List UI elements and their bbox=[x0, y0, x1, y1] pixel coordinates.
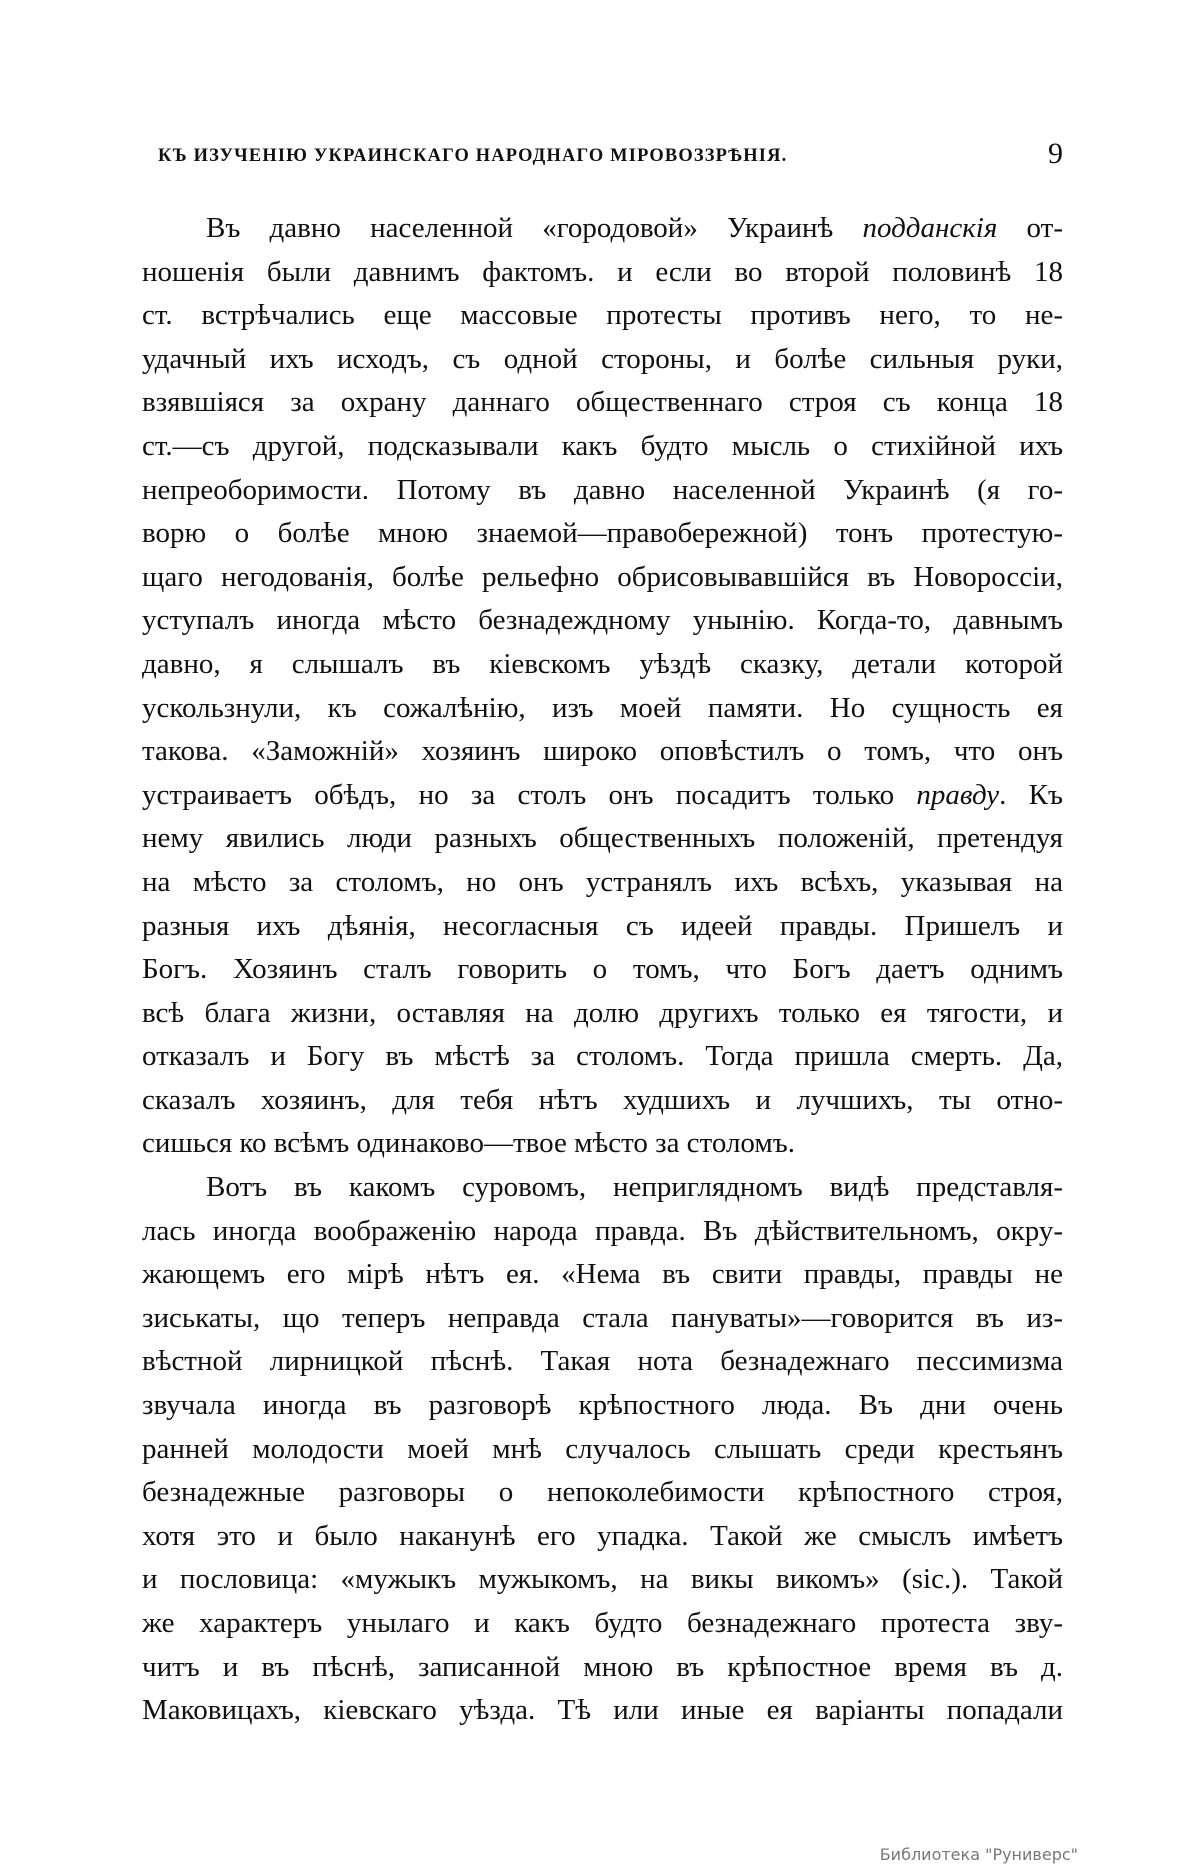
text-segment: читъ и въ пѣснѣ, записанной мною въ крѣпостное время въ д. bbox=[142, 1650, 1063, 1683]
text-line bbox=[142, 1253, 1063, 1297]
text-segment: от- bbox=[997, 212, 1063, 244]
text-segment: же характеръ унылаго и какъ будто безнадежнаго протеста зву- bbox=[142, 1607, 1063, 1639]
running-title: КЪ ИЗУЧЕНІЮ УКРАИНСКАГО НАРОДНАГО МІРОВОЗЗРѢНІЯ. bbox=[158, 145, 788, 166]
text-segment: зиськаты, що теперъ неправда стала пануваты»—говорится въ из- bbox=[142, 1301, 1063, 1334]
text-segment: Въ давно населенной «городовой» Украинѣ bbox=[206, 212, 863, 244]
text-segment: звучала иногда въ разговорѣ крѣпостного люда. Въ дни очень bbox=[142, 1389, 1063, 1422]
text-segment: сишься ко всѣмъ одинаково—твое мѣсто за столомъ. bbox=[142, 1127, 795, 1160]
library-watermark: Библиотека "Руниверс" bbox=[879, 1845, 1078, 1864]
text-line bbox=[142, 1558, 1063, 1602]
text-line bbox=[142, 905, 1063, 949]
paragraph bbox=[142, 207, 1063, 1166]
paragraph bbox=[142, 1166, 1063, 1733]
text-segment: ношенія были давнимъ фактомъ. и если во второй половинѣ 18 bbox=[142, 255, 1063, 288]
text-line bbox=[142, 207, 1063, 251]
text-segment: сказалъ хозяинъ, для тебя нѣтъ худшихъ и лучшихъ, ты отно- bbox=[142, 1083, 1063, 1116]
text-segment: такова. «Заможній» хозяинъ широко оповѣстилъ о томъ, что онъ bbox=[142, 735, 1063, 768]
text-line bbox=[142, 1602, 1063, 1646]
text-line bbox=[142, 1471, 1063, 1515]
text-segment: устраиваетъ обѣдъ, но за столъ онъ посадитъ только bbox=[142, 778, 917, 811]
text-segment: ворю о болѣе мною знаемой—правобережной) тонъ протестую- bbox=[142, 517, 1063, 550]
text-segment: ст.—съ другой, подсказывали какъ будто мысль о стихійной ихъ bbox=[142, 429, 1063, 462]
text-segment: хотя это и было наканунѣ его упадка. Такой же смыслъ имѣетъ bbox=[142, 1519, 1063, 1552]
text-segment: непреоборимости. Потому въ давно населенной Украинѣ (я го- bbox=[142, 473, 1063, 506]
text-line bbox=[142, 861, 1063, 905]
text-line bbox=[142, 251, 1063, 295]
text-line bbox=[142, 381, 1063, 425]
text-segment: жающемъ его мірѣ нѣтъ ея. «Нема въ свити правды, правды не bbox=[142, 1258, 1063, 1291]
text-segment: нему явились люди разныхъ общественныхъ положеній, претендуя bbox=[142, 822, 1063, 855]
text-line bbox=[142, 643, 1063, 687]
text-line bbox=[142, 1297, 1063, 1341]
text-line bbox=[142, 294, 1063, 338]
text-line bbox=[142, 1035, 1063, 1079]
text-line bbox=[142, 1689, 1063, 1733]
text-segment: разныя ихъ дѣянія, несогласныя съ идеей правды. Пришелъ и bbox=[142, 909, 1063, 942]
text-line bbox=[142, 730, 1063, 774]
text-segment: отказалъ и Богу въ мѣстѣ за столомъ. Тогда пришла смерть. Да, bbox=[142, 1040, 1063, 1073]
text-segment: и пословица: «мужыкъ мужыкомъ, на викы викомъ» (sic.). Такой bbox=[142, 1563, 1063, 1596]
text-segment: уступалъ иногда мѣсто безнадеждному унынію. Когда-то, давнымъ bbox=[142, 604, 1063, 637]
text-line bbox=[142, 1384, 1063, 1428]
text-segment: удачный ихъ исходъ, съ одной стороны, и болѣе сильныя руки, bbox=[142, 342, 1063, 375]
text-line bbox=[142, 1515, 1063, 1559]
text-segment: безнадежные разговоры о непоколебимости крѣпостного строя, bbox=[142, 1476, 1063, 1509]
text-segment: Богъ. Хозяинъ сталъ говорить о томъ, что Богъ даетъ однимъ bbox=[142, 953, 1063, 986]
text-segment: на мѣсто за столомъ, но онъ устранялъ ихъ всѣхъ, указывая на bbox=[142, 865, 1063, 898]
text-segment: взявшіяся за охрану даннаго общественнаго строя съ конца 18 bbox=[142, 386, 1063, 419]
text-line bbox=[142, 599, 1063, 643]
text-segment: давно, я слышалъ въ кіевскомъ уѣздѣ сказку, детали которой bbox=[142, 647, 1063, 680]
text-segment: ст. встрѣчались еще массовые протесты противъ него, то не- bbox=[142, 299, 1063, 332]
page-number: 9 bbox=[1048, 137, 1063, 170]
body-text bbox=[142, 207, 1063, 1733]
text-line bbox=[142, 338, 1063, 382]
text-line bbox=[142, 1340, 1063, 1384]
text-segment: щаго негодованія, болѣе рельефно обрисовывавшійся въ Новороссіи, bbox=[142, 560, 1063, 593]
text-segment: Маковицахъ, кіевскаго уѣзда. Тѣ или иные ея варіанты попадали bbox=[142, 1694, 1063, 1727]
text-line bbox=[142, 774, 1063, 818]
text-line bbox=[142, 992, 1063, 1036]
text-line bbox=[142, 1079, 1063, 1123]
text-segment: ускользнули, къ сожалѣнію, изъ моей памяти. Но сущность ея bbox=[142, 691, 1063, 724]
text-line bbox=[142, 1428, 1063, 1472]
text-line bbox=[142, 512, 1063, 556]
text-line bbox=[142, 1122, 1063, 1166]
text-segment: вѣстной лирницкой пѣснѣ. Такая нота безнадежнаго пессимизма bbox=[142, 1345, 1063, 1378]
text-segment: ранней молодости моей мнѣ случалось слышать среди крестьянъ bbox=[142, 1432, 1063, 1465]
text-line bbox=[142, 1210, 1063, 1254]
text-segment: всѣ блага жизни, оставляя на долю другихъ только ея тягости, и bbox=[142, 996, 1063, 1029]
page-header bbox=[158, 137, 1063, 175]
text-segment: лась иногда воображенію народа правда. Въ дѣйствительномъ, окру- bbox=[142, 1214, 1063, 1247]
text-line bbox=[142, 425, 1063, 469]
text-line bbox=[142, 556, 1063, 600]
text-line bbox=[142, 1646, 1063, 1690]
italic-text: подданскія bbox=[862, 212, 998, 244]
text-line bbox=[142, 948, 1063, 992]
text-segment: Вотъ въ какомъ суровомъ, неприглядномъ видѣ представля- bbox=[206, 1171, 1063, 1204]
text-line bbox=[142, 817, 1063, 861]
text-line bbox=[142, 687, 1063, 731]
text-segment: . Къ bbox=[999, 778, 1063, 811]
text-line bbox=[142, 469, 1063, 513]
italic-text: правду bbox=[916, 778, 1000, 811]
text-line bbox=[142, 1166, 1063, 1210]
